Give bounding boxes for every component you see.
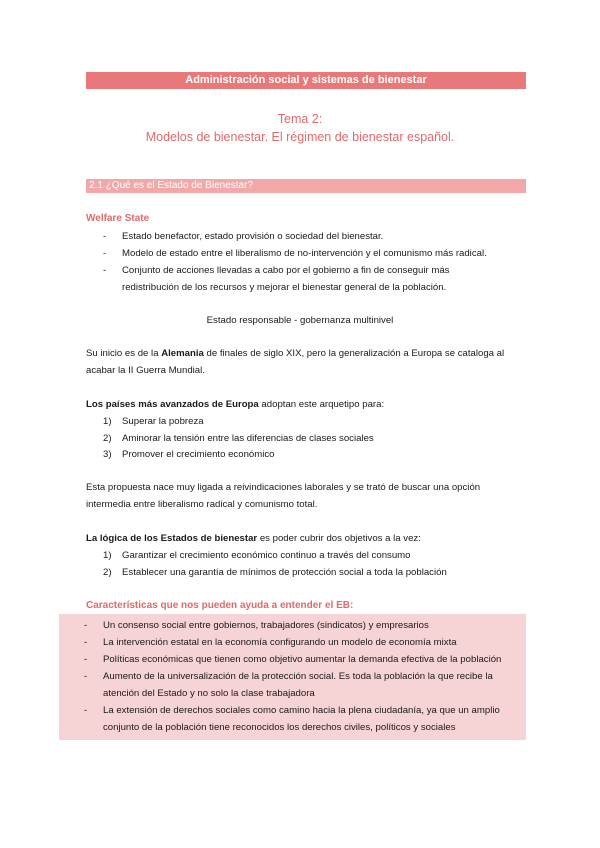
origin-paragraph-line1 xyxy=(86,346,526,362)
list-item-text: Un consenso social entre gobiernos, trabajadores (sindicatos) y empresarios xyxy=(103,620,429,631)
advanced-intro xyxy=(86,397,384,413)
item-text: Garantizar el crecimiento económico continuo a través del consumo xyxy=(122,550,411,561)
list-item-text: conjunto de la población tiene reconocidos los derechos civiles, políticos y sociales xyxy=(103,722,456,733)
item-text: Promover el crecimiento económico xyxy=(122,449,275,460)
item-text: Aminorar la tensión entre las diferencias de clases sociales xyxy=(122,433,374,444)
item-number: 3) xyxy=(103,449,112,460)
center-note: Estado responsable - gobernanza multinivel xyxy=(206,315,394,326)
item-number: 2) xyxy=(103,567,112,578)
list-item-text: Modelo de estado entre el liberalismo de no-intervención y el comunismo más radical. xyxy=(122,248,487,259)
topic-subtitle: Modelos de bienestar. El régimen de bienestar español. xyxy=(145,130,455,144)
origin-paragraph-line2: acabar la II Guerra Mundial. xyxy=(86,365,205,376)
list-item-text: Conjunto de acciones llevadas a cabo por el gobierno a fin de conseguir más xyxy=(122,265,450,276)
bullet-dash: - xyxy=(103,265,107,276)
proposal-line1: Esta propuesta nace muy ligada a reivindicaciones laborales y se trató de buscar una opción xyxy=(86,482,481,493)
list-item-text: Estado benefactor, estado provisión o sociedad del bienestar. xyxy=(122,231,384,242)
list-item-text: atención del Estado y no solo la clase trabajadora xyxy=(103,688,315,699)
bullet-dash: - xyxy=(84,671,88,682)
logic-intro xyxy=(86,531,421,547)
bullet-dash: - xyxy=(84,705,88,716)
list-item-text: La intervención estatal en la economía configurando un modelo de economía mixta xyxy=(103,637,457,648)
characteristics-heading: Características que nos pueden ayuda a entender el EB: xyxy=(86,600,354,611)
item-number: 1) xyxy=(103,416,112,427)
list-item-text: redistribución de los recursos y mejorar el bienestar general de la población. xyxy=(122,282,447,293)
bullet-dash: - xyxy=(103,248,107,259)
logic-bold: La lógica de los Estados de bienestar xyxy=(86,533,258,544)
origin-pre: Su inicio es de la xyxy=(86,348,162,359)
item-text: Establecer una garantía de mínimos de protección social a toda la población xyxy=(122,567,447,578)
item-number: 1) xyxy=(103,550,112,561)
list-item-text: Aumento de la universalización de la protección social. Es toda la población la que recibe la xyxy=(103,671,493,682)
bullet-dash: - xyxy=(103,231,107,242)
bullet-dash: - xyxy=(84,620,88,631)
topic-title xyxy=(0,110,600,146)
list-item-text: La extensión de derechos sociales como camino hacia la plena ciudadanía, ya que un amplio xyxy=(103,705,500,716)
course-title-banner: Administración social y sistemas de bienestar xyxy=(86,72,526,89)
welfare-heading: Welfare State xyxy=(86,213,150,224)
origin-bold: Alemania xyxy=(161,348,204,359)
logic-post: es poder cubrir dos objetivos a la vez: xyxy=(257,533,421,544)
advanced-bold: Los países más avanzados de Europa xyxy=(86,399,259,410)
list-item-text: Políticas económicas que tienen como objetivo aumentar la demanda efectiva de la población xyxy=(103,654,502,665)
topic-number: Tema 2: xyxy=(277,112,323,126)
item-text: Superar la pobreza xyxy=(122,416,204,427)
advanced-post: adoptan este arquetipo para: xyxy=(258,399,385,410)
proposal-line2: intermedia entre liberalismo radical y comunismo total. xyxy=(86,499,318,510)
origin-post: de finales de siglo XIX, pero la generalización a Europa se cataloga al xyxy=(203,348,505,359)
section-heading: 2.1 ¿Qué es el Estado de Bienestar? xyxy=(86,179,526,193)
bullet-dash: - xyxy=(84,654,88,665)
bullet-dash: - xyxy=(84,637,88,648)
item-number: 2) xyxy=(103,433,112,444)
